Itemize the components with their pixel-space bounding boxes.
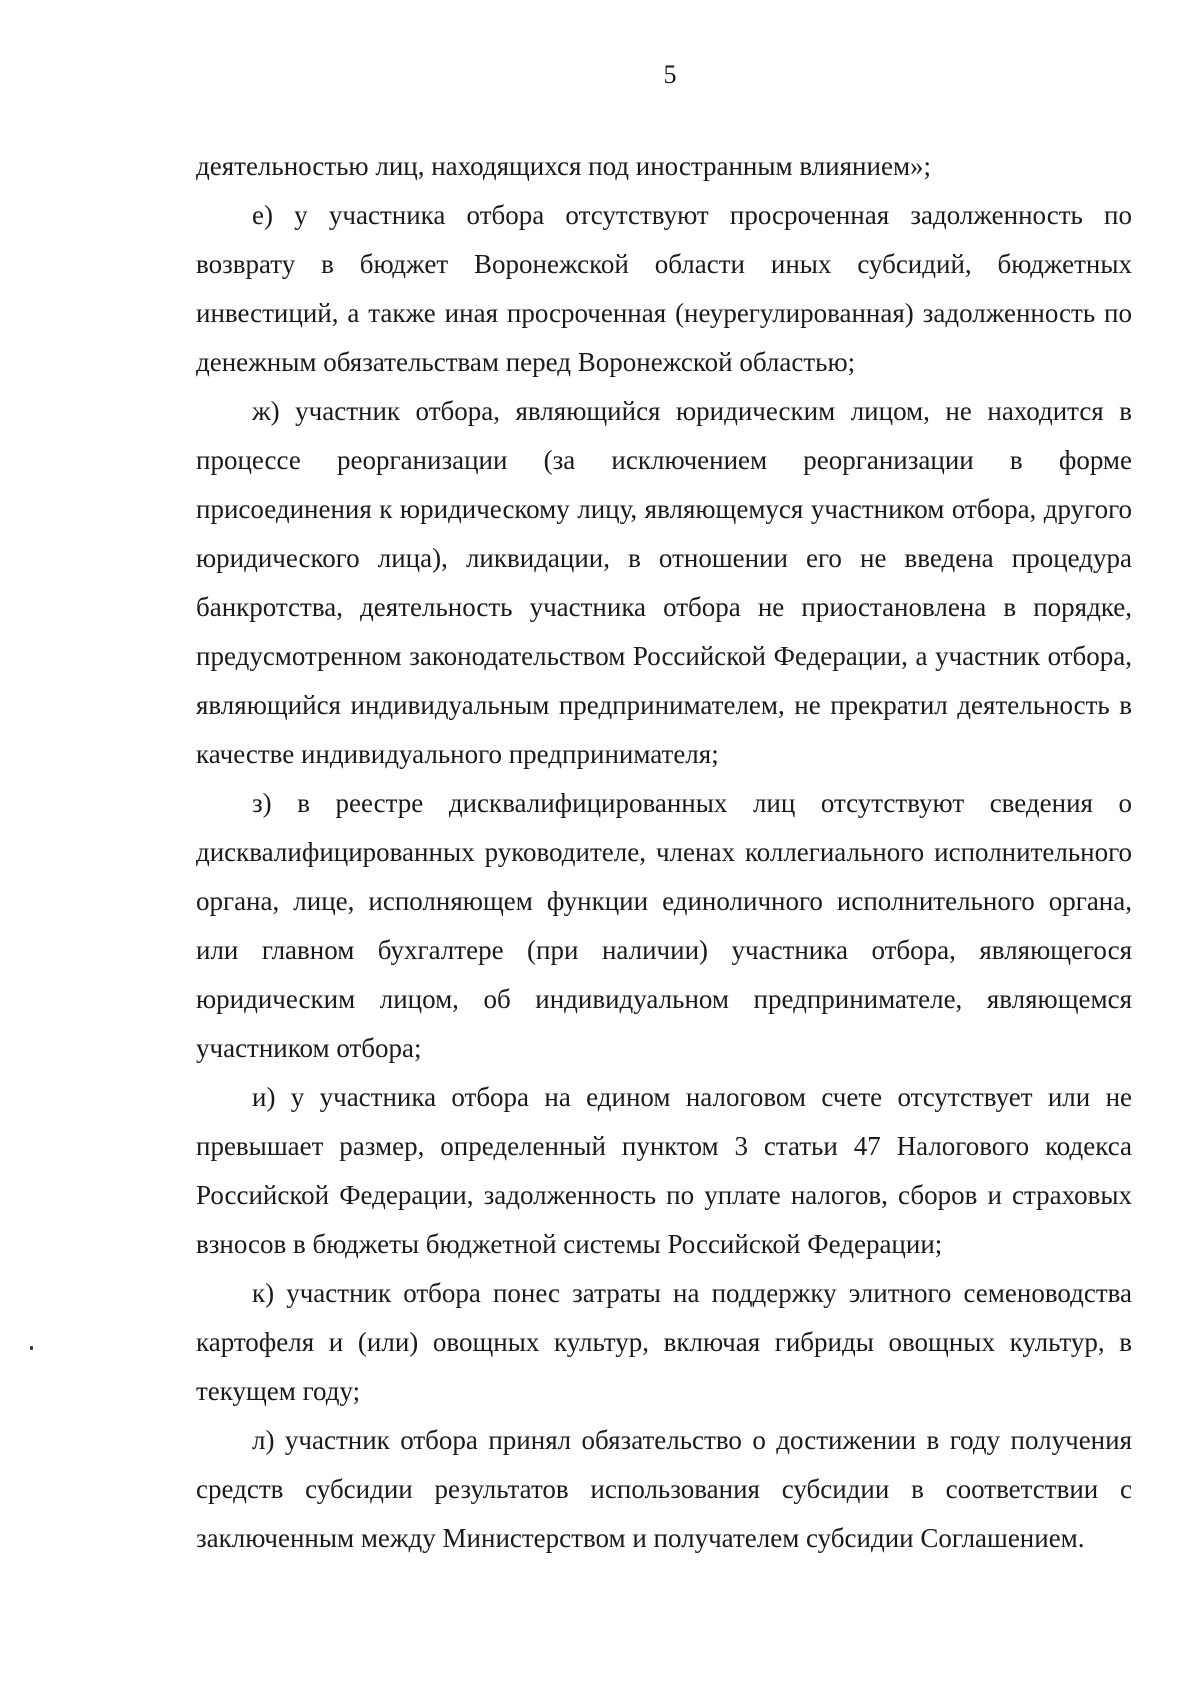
paragraph-item-z: з) в реестре дисквалифицированных лиц отсутствуют сведения о дисквалифицированных руководителе, членах коллегиального исполнительного органа, лице, исполняющем функции единоличного исполнительного органа, или главном бухгалтере (при наличии) участника отбора, являющегося юридическим лицом, об индивидуальном предпринимателе, являющемся участником отбора; — [196, 788, 1132, 1063]
scan-speck — [30, 1346, 33, 1350]
page-number: 5 — [663, 60, 677, 89]
paragraph-continuation: деятельностью лиц, находящихся под иностранным влиянием»; — [196, 151, 932, 181]
paragraph-item-zh: ж) участник отбора, являющийся юридическим лицом, не находится в процессе реорганизации (за исключением реорганизации в форме присоединения к юридическому лицу, являющемуся участником отбора, другого юридического лица), ликвидации, в отношении его не введена процедура банкротства, деятельность участника отбора не приостановлена в порядке, предусмотренном законодательством Российской Федерации, а участник отбора, являющийся индивидуальным предпринимателем, не прекратил деятельность в качестве индивидуального предпринимателя; — [196, 396, 1132, 769]
document-body — [196, 142, 1132, 1563]
paragraph-item-e: е) у участника отбора отсутствуют просроченная задолженность по возврату в бюджет Воронежской области иных субсидий, бюджетных инвестиций, а также иная просроченная (неурегулированная) задолженность по денежным обязательствам перед Воронежской областью; — [196, 200, 1132, 377]
paragraph-item-i: и) у участника отбора на едином налоговом счете отсутствует или не превышает размер, определенный пунктом 3 статьи 47 Налогового кодекса Российской Федерации, задолженность по уплате налогов, сборов и страховых взносов в бюджеты бюджетной системы Российской Федерации; — [196, 1082, 1132, 1259]
paragraph-item-k: к) участник отбора понес затраты на поддержку элитного семеноводства картофеля и (или) овощных культур, включая гибриды овощных культур, в текущем году; — [196, 1278, 1132, 1406]
paragraph-item-l: л) участник отбора принял обязательство о достижении в году получения средств субсидии результатов использования субсидии в соответствии с заключенным между Министерством и получателем субсидии Соглашением. — [196, 1425, 1132, 1553]
